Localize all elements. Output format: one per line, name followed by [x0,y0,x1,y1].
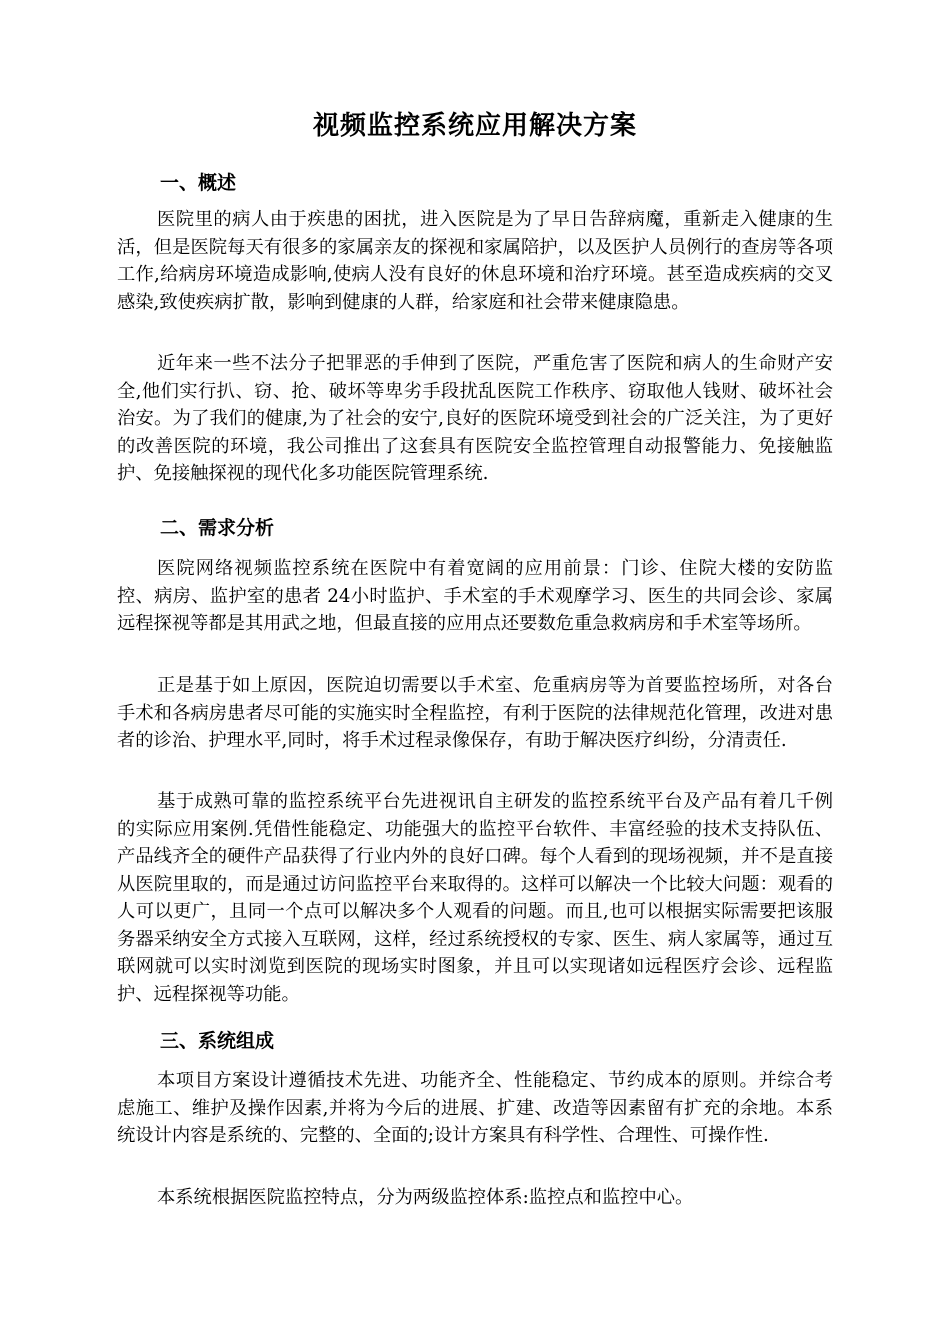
section-heading-requirements: 二、需求分析 [160,517,275,539]
document-title: 视频监控系统应用解决方案 [312,111,637,141]
section-heading-overview: 一、概述 [160,172,237,194]
paragraph-requirements-1: 医院网络视频监控系统在医院中有着宽阔的应用前景：门诊、住院大楼的安防监控、病房、监护室的患者 24小时监护、手术室的手术观摩学习、医生的共同会诊、家属远程探视等都是其用武之地，但最直接的应用点还要数危重急救病房和手术室等场所。 [117,558,833,634]
paragraph-requirements-3: 基于成熟可靠的监控系统平台先进视讯自主研发的监控系统平台及产品有着几千例的实际应用案例.凭借性能稳定、功能强大的监控平台软件、丰富经验的技术支持队伍、产品线齐全的硬件产品获得了行业内外的良好口碑。每个人看到的现场视频，并不是直接从医院里取的，而是通过访问监控平台来取得的。这样可以解决一个比较大问题：观看的人可以更广，且同一个点可以解决多个人观看的问题。而且,也可以根据实际需要把该服务器采纳安全方式接入互联网，这样，经过系统授权的专家、医生、病人家属等，通过互联网就可以实时浏览到医院的现场实时图象，并且可以实现诸如远程医疗会诊、远程监护、远程探视等功能。 [117,791,833,1005]
paragraph-system-composition-1: 本项目方案设计遵循技术先进、功能齐全、性能稳定、节约成本的原则。并综合考虑施工、维护及操作因素,并将为今后的进展、扩建、改造等因素留有扩充的余地。本系统设计内容是系统的、完整的、全面的;设计方案具有科学性、合理性、可操作性. [117,1070,833,1146]
paragraph-requirements-2: 正是基于如上原因，医院迫切需要以手术室、危重病房等为首要监控场所，对各台手术和各病房患者尽可能的实施实时全程监控，有利于医院的法律规范化管理，改进对患者的诊治、护理水平,同时，将手术过程录像保存，有助于解决医疗纠纷，分清责任. [117,675,833,751]
paragraph-system-composition-2: 本系统根据医院监控特点，分为两级监控体系:监控点和监控中心。 [157,1187,694,1208]
section-heading-system-composition: 三、系统组成 [160,1030,275,1052]
paragraph-overview-2: 近年来一些不法分子把罪恶的手伸到了医院，严重危害了医院和病人的生命财产安全,他们实行扒、窃、抢、破坏等卑劣手段扰乱医院工作秩序、窃取他人钱财、破坏社会治安。为了我们的健康,为了社会的安宁,良好的医院环境受到社会的广泛关注，为了更好的改善医院的环境，我公司推出了这套具有医院安全监控管理自动报警能力、免接触监护、免接触探视的现代化多功能医院管理系统. [117,353,833,484]
paragraph-overview-1: 医院里的病人由于疾患的困扰，进入医院是为了早日告辞病魔，重新走入健康的生活，但是医院每天有很多的家属亲友的探视和家属陪护，以及医护人员例行的查房等各项工作,给病房环境造成影响,使病人没有良好的休息环境和治疗环境。甚至造成疾病的交叉感染,致使疾病扩散，影响到健康的人群，给家庭和社会带来健康隐患。 [117,209,833,313]
